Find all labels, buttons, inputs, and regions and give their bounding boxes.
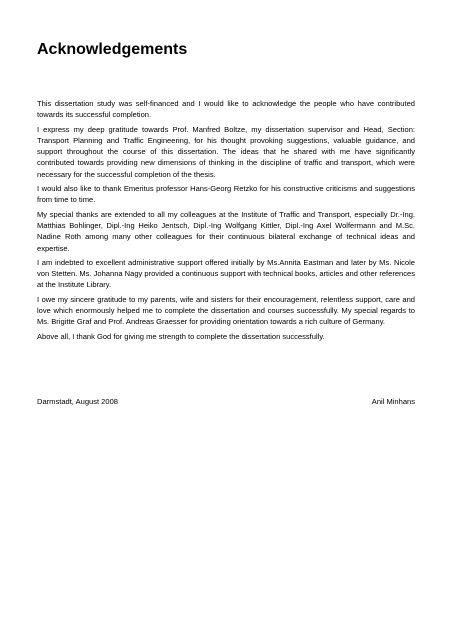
page-title: Acknowledgements — [37, 41, 188, 58]
paragraph-colleagues: My special thanks are extended to all my colleagues at the Institute of Traffic and Transport, especially Dr.-Ing. Matthias Bohlinger, Dipl.-Ing Heiko Jentsch, Dipl.-Ing Wolfgang Kittler, Dipl.-Ing Axel Wolfermann and M.Sc. Nadine Roth among many other colleagues for their continuous bilateral exchange of technical ideas and expertise. — [37, 209, 415, 253]
paragraph-funding: This dissertation study was self-financed and I would like to acknowledge the people who have contributed towards its successful completion. — [37, 99, 415, 120]
author-name: Anil Minhans — [371, 397, 415, 406]
paragraph-supervisor: I express my deep gratitude towards Prof. Manfred Boltze, my dissertation supervisor and Head, Section: Transport Planning and Traffic Engineering, for his thought provoking suggestions, valuable guidance, and support throughout the course of this dissertation. The ideas that he shared with me have significantly contributed towards providing new dimensions of thinking in the discipline of traffic and transport, which were necessary for the successful completion of the thesis. — [37, 124, 415, 179]
paragraph-closing: Above all, I thank God for giving me strength to complete the dissertation successfully. — [37, 331, 325, 341]
paragraph-family: I owe my sincere gratitude to my parents, wife and sisters for their encouragement, relentless support, care and love which enormously helped me to complete the dissertation and courses successfully. My special regards to Ms. Brigitte Graf and Prof. Andreas Graesser for providing orientation towards a rich culture of Germany. — [37, 294, 415, 327]
paragraph-emeritus: I would also like to thank Emeritus professor Hans-Georg Retzko for his constructive criticisms and suggestions from time to time. — [37, 184, 415, 205]
paragraph-administrative: I am indebted to excellent administrative support offered initially by Ms.Annita Eastman and later by Ms. Nicole von Stetten. Ms. Johanna Nagy provided a continuous support with technical books, articles and other references at the Institute Library. — [37, 257, 415, 290]
place-date: Darmstadt, August 2008 — [37, 397, 118, 406]
acknowledgement-body — [37, 98, 415, 345]
